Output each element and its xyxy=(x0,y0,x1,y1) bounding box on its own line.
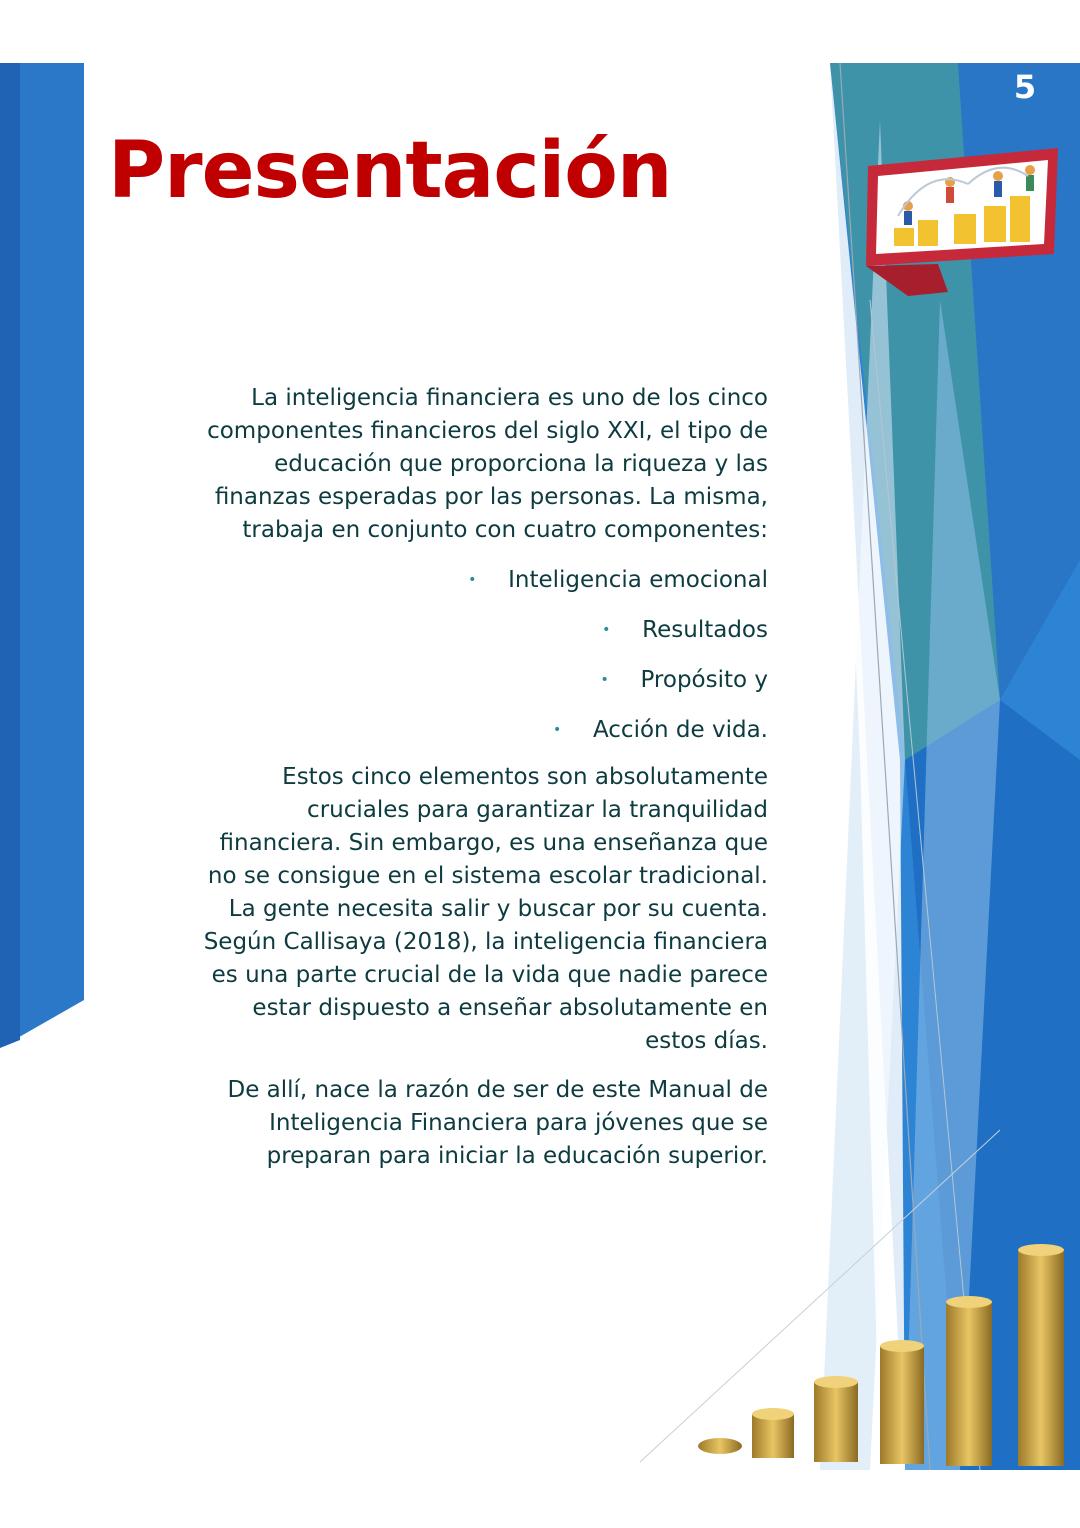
third-paragraph: De allí, nace la razón de ser de este Manual de Inteligencia Financiera para jóvenes que se preparan para iniciar la educación superior. xyxy=(227,1077,768,1169)
page-number: 5 xyxy=(1013,68,1037,106)
component-list xyxy=(190,555,768,755)
list-item: • Acción de vida. xyxy=(190,705,768,755)
list-item: • Resultados xyxy=(190,605,768,655)
bullet-icon: • xyxy=(602,621,611,638)
second-paragraph: Estos cinco elementos son absolutamente cruciales para garantizar la tranquilidad financiera. Sin embargo, es una enseñanza que no se consigue en el sistema escolar tradicional. La gente necesita salir y buscar por su cuenta. Según Callisaya (2018), la inteligencia financiera es una parte crucial de la vida que nadie parece estar dispuesto a enseñar absolutamente en estos días. xyxy=(203,764,768,1054)
list-item: • Propósito y xyxy=(190,655,768,705)
team-growth-illustration xyxy=(858,136,1068,306)
intro-paragraph: La inteligencia financiera es uno de los cinco componentes financieros del siglo XXI, el tipo de educación que proporciona la riqueza y las finanzas esperadas por las personas. La misma, trabaja en conjunto con cuatro componentes: xyxy=(207,385,768,543)
presentation-text xyxy=(190,382,768,1173)
list-item: • Inteligencia emocional xyxy=(190,555,768,605)
bullet-icon: • xyxy=(552,721,562,738)
coin-stacks-illustration xyxy=(690,1236,1075,1470)
page-title: Presentación xyxy=(108,126,672,216)
bullet-icon: • xyxy=(468,571,477,588)
bullet-icon: • xyxy=(600,671,609,688)
